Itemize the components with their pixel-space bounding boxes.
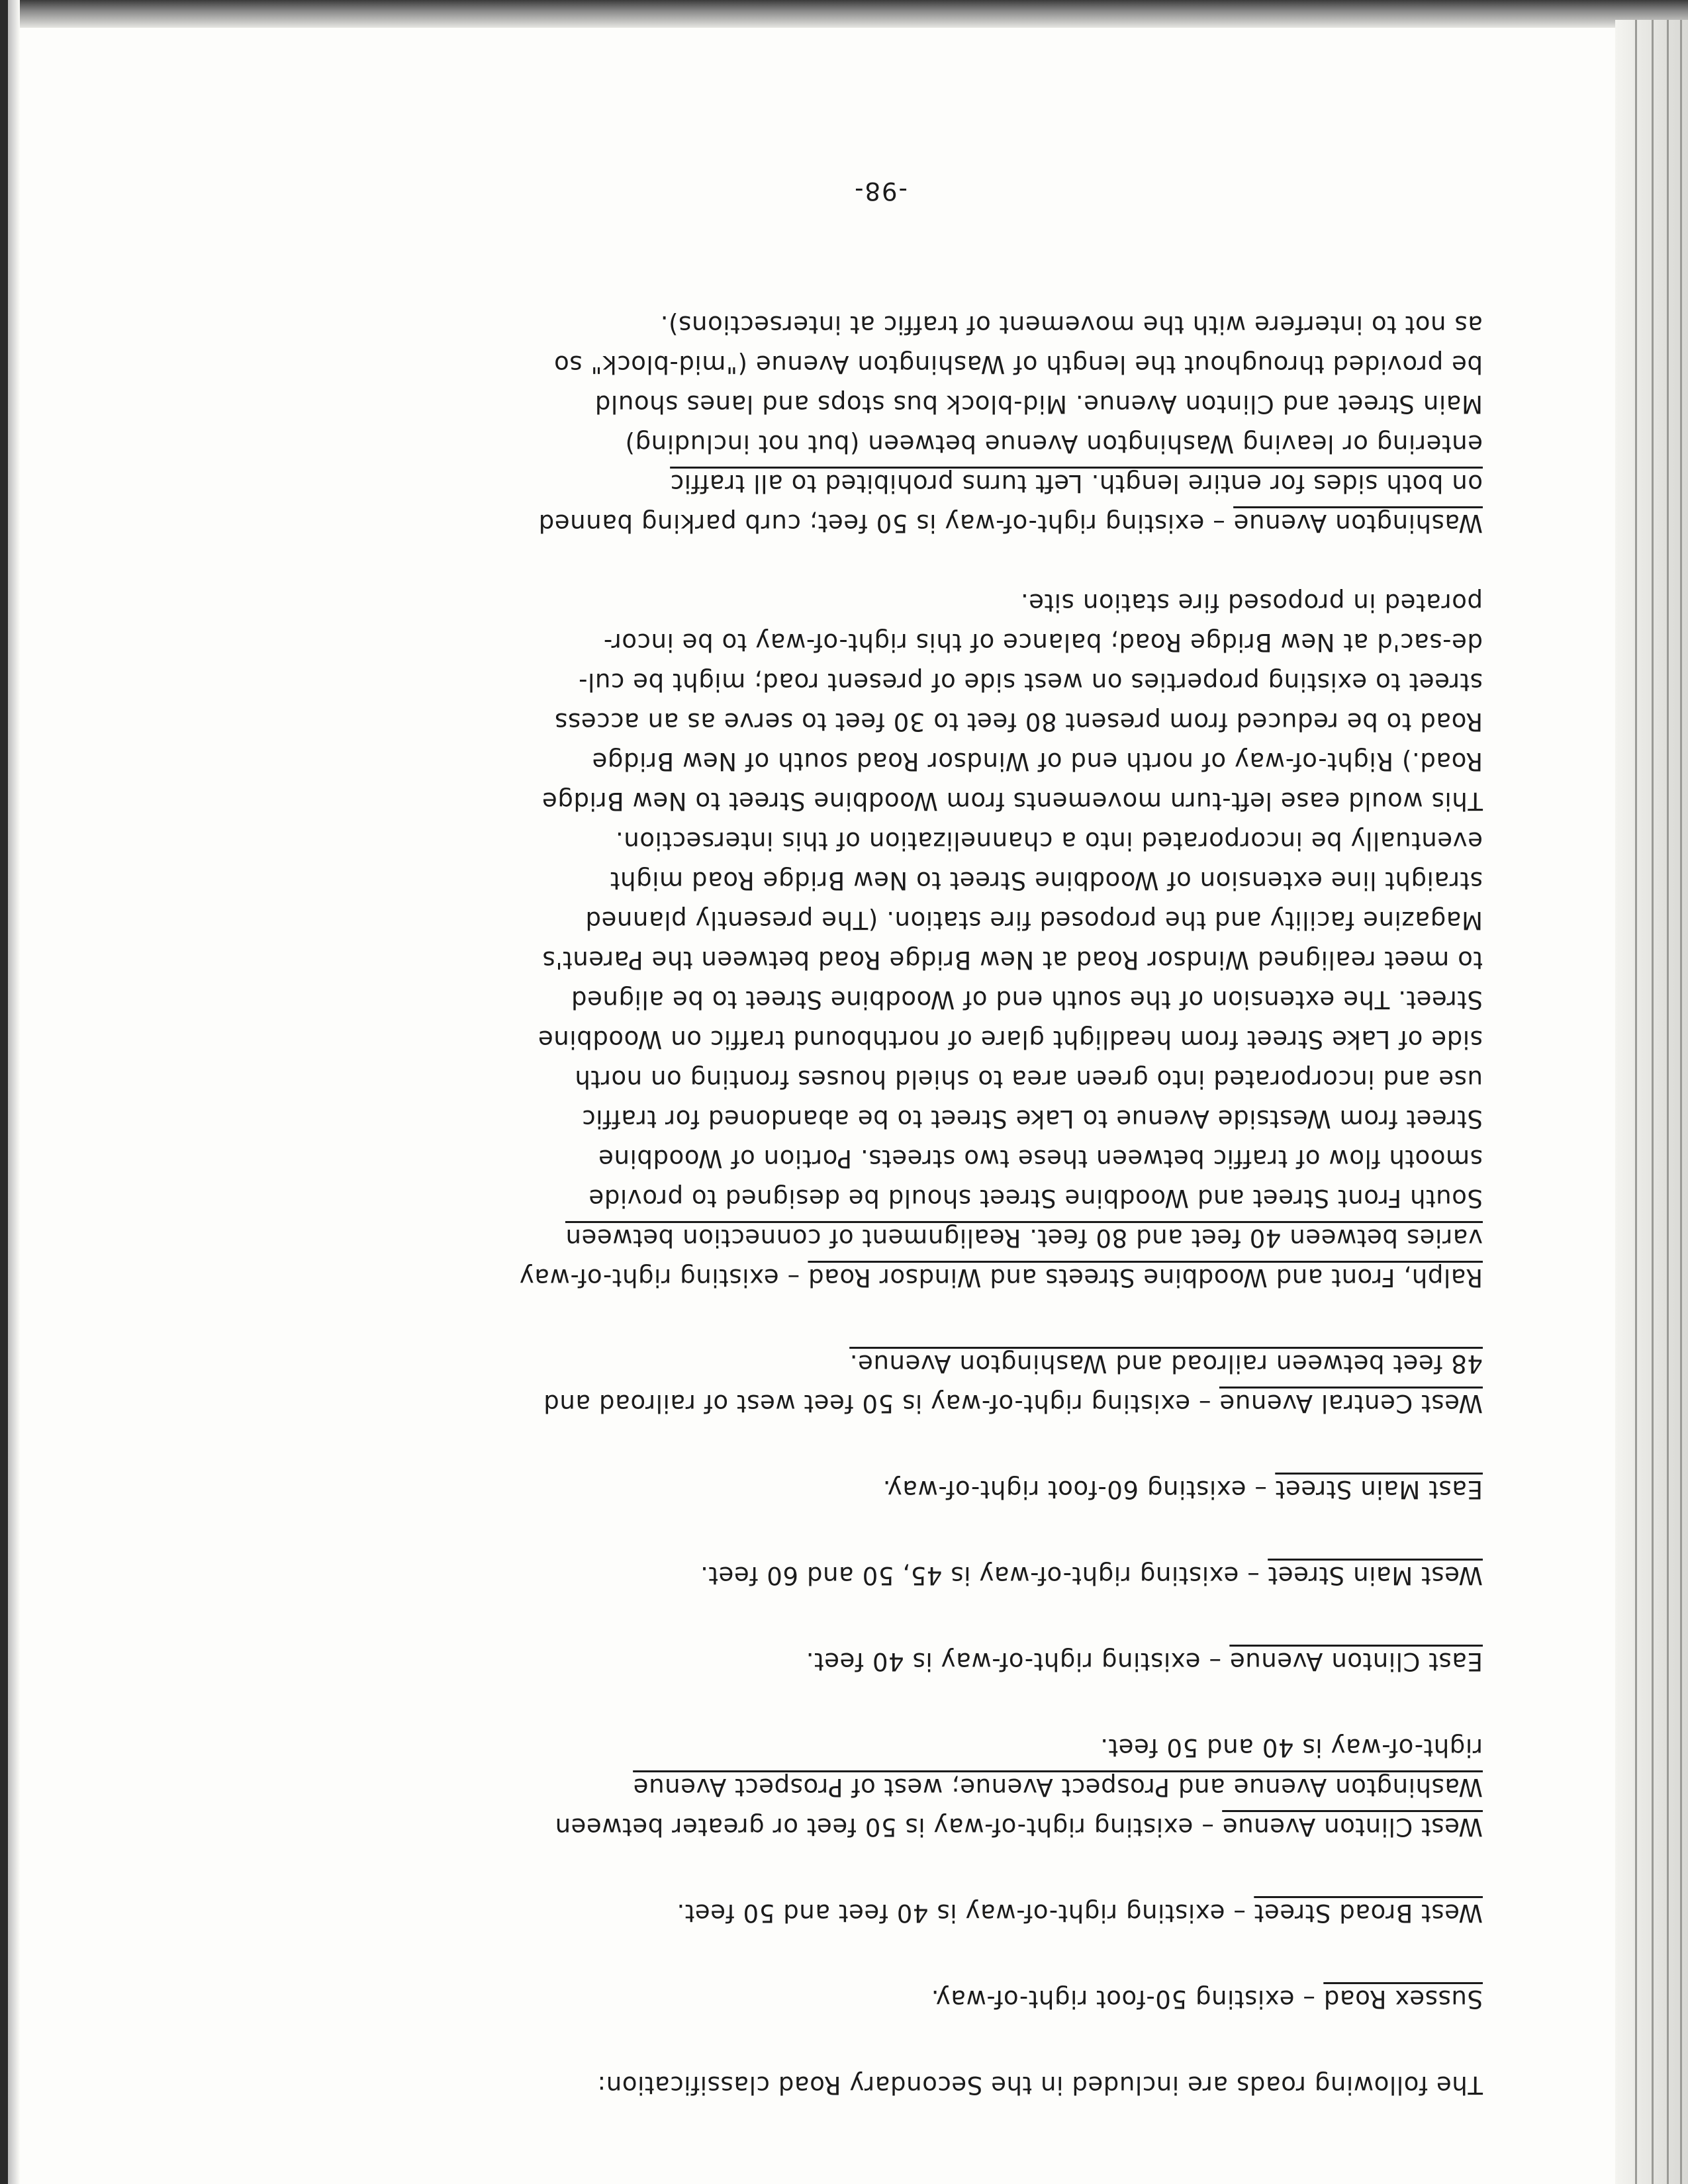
road-description-line: This would ease left-turn movements from Woodbine Street to New Bridge <box>541 787 1483 815</box>
road-entry-east-clinton-avenue <box>344 1641 1483 1681</box>
intro-text: The following roads are included in the Secondary Road classification: <box>597 2071 1483 2099</box>
road-description: – existing right-of-way is 50 feet or greater between <box>555 1813 1223 1841</box>
road-description-line: right-of-way is 40 and 50 feet. <box>1100 1733 1483 1762</box>
intro-paragraph <box>344 2065 1483 2105</box>
page-number: -98- <box>853 177 908 205</box>
road-description-line: Washington Avenue and Prospect Avenue; west of Prospect Avenue <box>633 1773 1483 1801</box>
road-description-line: side of Lake Street from headlight glare of northbound traffic on Woodbine <box>538 1025 1483 1054</box>
road-entry-west-main-street <box>344 1555 1483 1595</box>
road-entry-washington-avenue <box>344 304 1483 543</box>
road-description-line: Magazine facility and the proposed fire station. (The presently planned <box>585 906 1483 934</box>
road-description: – existing right-of-way is 40 feet. <box>806 1647 1230 1676</box>
road-description-line: Street from Westside Avenue to Lake Street to be abandoned for traffic <box>581 1105 1483 1133</box>
road-description: – existing 60-foot right-of-way. <box>882 1475 1276 1504</box>
road-name: Washington Avenue <box>1233 509 1483 537</box>
road-entry-east-main-street <box>344 1469 1483 1509</box>
road-description-line: Road to be reduced from present 80 feet to 30 feet to serve as an access <box>554 707 1483 736</box>
road-description-line: use and incorporated into green area to shield houses fronting on north <box>574 1065 1483 1093</box>
road-description-line: as not to interfere with the movement of traffic at intersections). <box>660 310 1483 339</box>
road-entry-west-clinton-avenue <box>344 1727 1483 1846</box>
road-description-line: Road.) Right-of-way of north end of Windsor Road south of New Bridge <box>591 747 1483 776</box>
road-description-line: eventually be incorporated into a channelization of this intersection. <box>615 827 1483 855</box>
road-name: Sussex Road <box>1323 1985 1483 2013</box>
road-description-line: porated in proposed fire station site. <box>1020 588 1483 617</box>
road-name: East Main Street <box>1275 1475 1483 1504</box>
road-name: West Central Avenue <box>1219 1389 1483 1418</box>
road-description: – existing 50-foot right-of-way. <box>931 1985 1324 2013</box>
road-name: West Broad Street <box>1254 1899 1483 1927</box>
road-description-line: de-sac'd at New Bridge Road; balance of this right-of-way to be incor- <box>603 628 1483 657</box>
road-name: West Clinton Avenue <box>1222 1813 1483 1841</box>
road-description-line: on both sides for entire length. Left turns prohibited to all traffic <box>670 469 1483 498</box>
road-name: West Main Street <box>1268 1561 1483 1590</box>
road-name: East Clinton Avenue <box>1229 1647 1483 1676</box>
road-entry-west-broad-street <box>344 1893 1483 1933</box>
road-description-line: entering or leaving Washington Avenue between (but not including) <box>625 430 1483 458</box>
road-description-line: Street. The extension of the south end of Woodbine Street to be aligned <box>571 985 1483 1014</box>
road-description: – existing right-of-way is 45, 50 and 60 feet. <box>700 1561 1268 1590</box>
road-description-line: straight line extension of Woodbine Street to New Bridge Road might <box>610 866 1483 895</box>
road-entry-sussex-road <box>344 1979 1483 2019</box>
road-description-line: 48 feet between railroad and Washington Avenue. <box>849 1349 1483 1378</box>
road-entry-ralph-front-woodbine-windsor <box>344 582 1483 1297</box>
road-name: Ralph, Front and Woodbine Streets and Windsor Road <box>808 1263 1483 1292</box>
road-description-line: South Front Street and Woodbine Street should be designed to provide <box>588 1184 1483 1212</box>
road-description-line: Main Street and Clinton Avenue. Mid-block bus stops and lanes should <box>594 390 1483 418</box>
road-description: – existing right-of-way is 50 feet; curb parking banned <box>538 509 1234 537</box>
road-entry-west-central-avenue <box>344 1343 1483 1423</box>
road-description-line: smooth flow of traffic between these two streets. Portion of Woodbine <box>598 1144 1483 1173</box>
road-description: – existing right-of-way is 40 feet and 50 feet. <box>676 1899 1254 1927</box>
road-description-line: street to existing properties on west side of present road; might be cul- <box>578 668 1483 696</box>
road-description-line: be provided throughout the length of Washington Avenue ("mid-block" so <box>553 350 1483 379</box>
road-description: – existing right-of-way is 50 feet west of railroad and <box>543 1389 1219 1418</box>
road-description-line: varies between 40 feet and 80 feet. Realignment of connection between <box>565 1224 1483 1252</box>
road-description: – existing right-of-way <box>519 1263 808 1292</box>
road-description-line: to meet realigned Windsor Road at New Bridge Road between the Parent's <box>541 946 1483 974</box>
